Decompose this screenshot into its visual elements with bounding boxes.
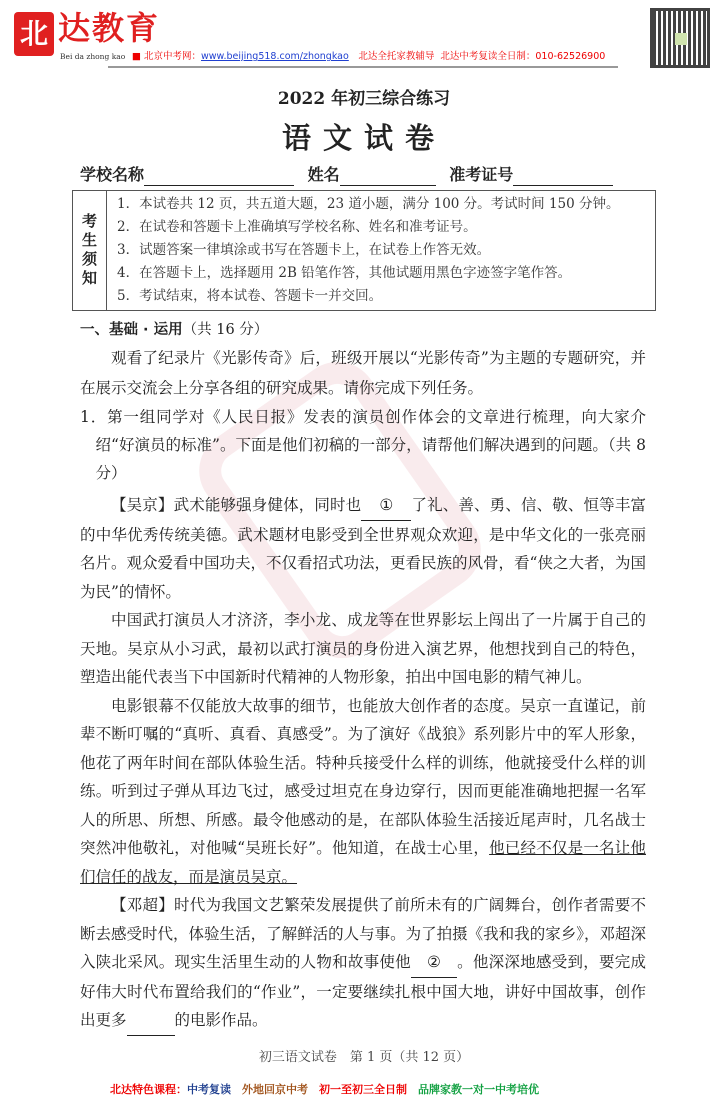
paragraph-wujing-2: 中国武打演员人才济济，李小龙、成龙等在世界影坛上闯出了一片属于自己的天地。吴京从小习武，最初以武打演员的身份进入演艺界，他想找到自己的特色，塑造出能代表当下中国新时代精神的人物形象，拍出中国电影的精气神儿。 — [80, 611, 646, 686]
notice-label: 考生须知 — [73, 191, 107, 310]
intro-paragraph: 观看了纪录片《光影传奇》后，班级开展以“光影传奇”为主题的专题研究，并在展示交流会上分享各组的研究成果。请你完成下列任务。 — [80, 349, 646, 397]
underlined-sentence: 他已经不仅是一名让他们信任的战友，而是演员吴京。 — [80, 839, 646, 886]
id-label: 准考证号 — [449, 165, 514, 184]
text: 的电影作品。 — [174, 1011, 268, 1029]
exam-year-title: 2022 年初三综合练习 — [277, 89, 451, 109]
ad-course-1: 中考复读 — [187, 1082, 231, 1096]
notice-item: 1．本试卷共 12 页，共五道大题，23 道小题，满分 100 分。考试时间 150 分钟。 — [117, 196, 620, 212]
id-input[interactable] — [513, 170, 613, 186]
blank-2[interactable]: ② — [411, 948, 457, 978]
paragraph-dengchao — [80, 891, 646, 1036]
notice-item: 5．考试结束，将本试卷、答题卡一并交回。 — [117, 288, 383, 304]
promo-1: 北达全托家教辅导 — [358, 51, 435, 62]
ad-course-4: 品牌家教一对一中考培优 — [418, 1082, 539, 1096]
text: 【邓超】时代为我国文艺繁荣发展提供了前所未有的广阔舞台，创作者需要不断去感受时代，体验生活，了解鲜活的人与事。为了拍摄《我和我的家乡》，邓超深入陕北采风。现实生活里生动的人物和故事使他 — [80, 896, 646, 971]
bottom-ad — [110, 1082, 656, 1098]
text: 【吴京】武术能够强身健体，同时也 — [111, 496, 362, 514]
ad-course-3: 初一至初三全日制 — [319, 1082, 407, 1096]
header-divider — [108, 66, 618, 68]
school-input[interactable] — [144, 170, 294, 186]
section-title: 一、基础 · 运用 — [80, 322, 183, 338]
qr-code-icon — [650, 8, 710, 68]
text: 。他深深地感受到，要完成好伟大时代布置给我们的“作业”，一定要继续扎根中国大地，讲好中国故事，创作出更多 — [80, 953, 646, 1029]
question-1: 1．第一组同学对《人民日报》发表的演员创作体会的文章进行梳理，向大家介绍“好演员的标准”。下面是他们初稿的一部分，请帮他们解决遇到的问题。（共 8 分） — [80, 408, 646, 482]
name-label: 姓名 — [307, 165, 340, 184]
paragraph-wujing-3 — [80, 692, 646, 892]
name-input[interactable] — [340, 170, 436, 186]
text: 电影银幕不仅能放大故事的细节，也能放大创作者的态度。吴京一直谨记，前辈不断叮嘱的“真听、真看、真感受”。为了演好《战狼》系列影片中的军人形象，他花了两年时间在部队体验生活。特种兵接受什么样的训练，他就接受什么样的训练。听到过子弹从耳边飞过，感受过坦克在身边穿行，因而更能准确地把握一名军人的所思、所想、所感。最令他感动的是，在部队体验生活接近尾声时，几名战士突然冲他敬礼，对他喊“吴班长好”。他知道，在战士心里， — [80, 696, 646, 857]
exam-subject-title: 语文试卷 — [281, 121, 446, 155]
school-label: 学校名称 — [80, 165, 145, 184]
paragraph-wujing-1 — [80, 491, 646, 606]
notice-item: 2．在试卷和答题卡上准确填写学校名称、姓名和准考证号。 — [117, 219, 477, 235]
site-label: 北京中考网： — [144, 51, 202, 62]
logo-subtitle: Bei da zhong kao — [60, 52, 126, 61]
ad-course-2: 外地回京中考 — [242, 1082, 308, 1096]
header-info: ■ 北京中考网：www.beijing518.com/zhongkao 北达全托家教辅导 北达中考复读全日制：010-62526900 — [132, 51, 606, 62]
section-heading — [80, 319, 656, 341]
logo-mark: 北 — [14, 12, 54, 56]
blank-3[interactable] — [127, 1006, 175, 1036]
page-content — [72, 86, 656, 1098]
student-info-fields — [80, 164, 656, 186]
blank-1[interactable]: ① — [361, 491, 411, 521]
promo-2: 北达中考复读全日制：010-62526900 — [440, 51, 606, 62]
text: 了礼、善、勇、信、敬、恒等丰富的中华优秀传统美德。武术题材电影受到全世界观众欢迎，是中华文化的一张亮丽名片。观众爱看中国功夫，不仅看招式功法，更看民族的风骨，看“侠之大者，为国为民”的情怀。 — [80, 496, 646, 601]
ad-label: 北达特色课程： — [110, 1082, 187, 1096]
logo-text: 达教育 — [58, 9, 161, 47]
notice-item: 4．在答题卡上，选择题用 2B 铅笔作答，其他试题用黑色字迹签字笔作答。 — [117, 265, 572, 281]
site-link[interactable]: www.beijing518.com/zhongkao — [201, 51, 349, 62]
page-footer: 初三语文试卷 第 1 页（共 12 页） — [258, 1049, 470, 1065]
section-score: （共 16 分） — [182, 322, 269, 338]
notice-box — [72, 190, 656, 311]
notice-item: 3．试题答案一律填涂或书写在答题卡上，在试卷上作答无效。 — [117, 242, 491, 258]
